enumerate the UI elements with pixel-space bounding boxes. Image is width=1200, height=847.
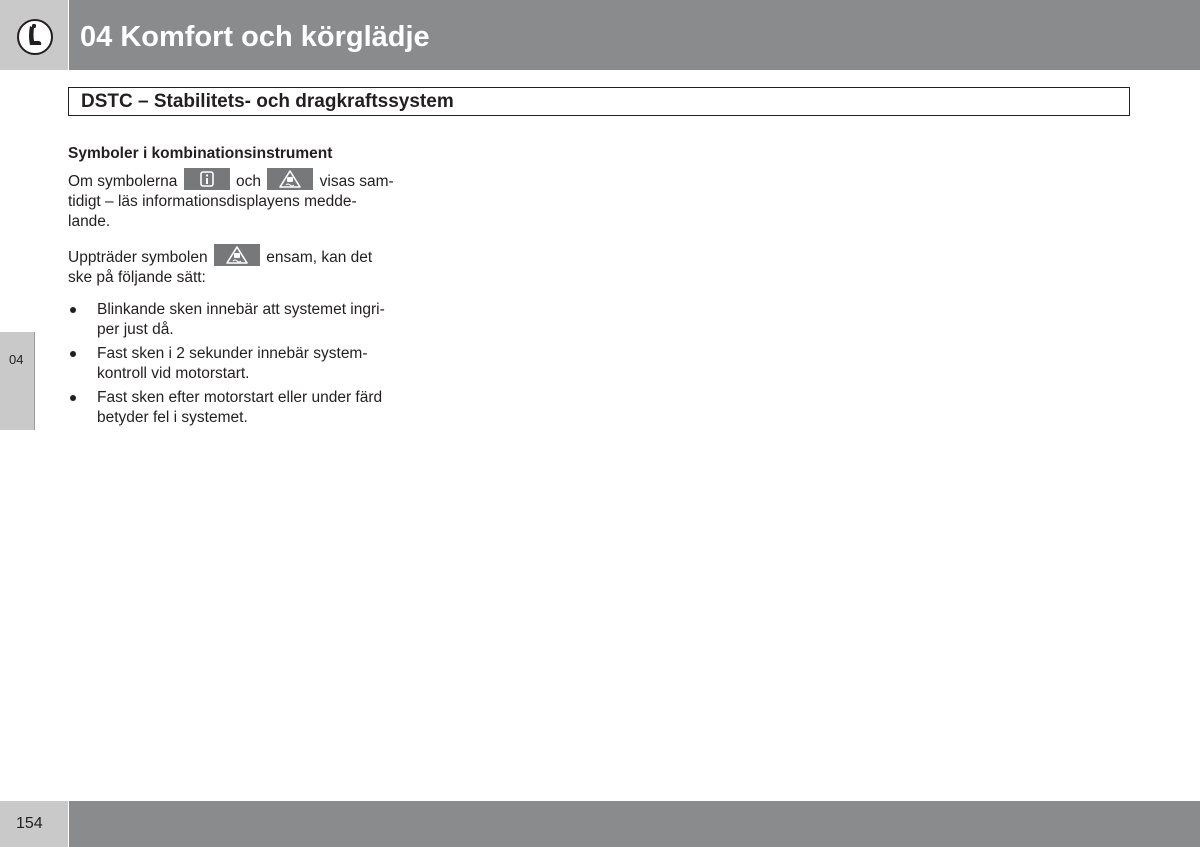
list-item: Fast sken efter motorstart eller under färd betyder fel i systemet. [68,388,408,428]
chapter-title: 04 Komfort och körglädje [80,21,430,53]
page-number-box [0,801,68,847]
section-title: DSTC – Stabilitets- och dragkraftssystem [81,91,454,112]
subheading: Symboler i kombinationsinstrument [68,145,333,162]
bullet-list [68,300,408,428]
dstc-skid-icon [267,168,313,190]
page-number: 154 [16,815,43,832]
warning-info-icon [184,168,230,190]
footer-bar [69,801,1200,847]
list-item: Blinkande sken innebär att systemet ingri- per just då. [68,300,408,340]
bullet-icon [70,395,76,401]
section-header [68,87,1130,116]
chapter-side-tab [0,332,35,430]
seat-icon [15,18,55,56]
side-tab-label: 04 [9,352,24,367]
bullet-icon [70,307,76,313]
bullet-icon [70,351,76,357]
dstc-skid-icon [214,244,260,266]
chapter-icon-box [0,0,68,70]
paragraph-single-symbol: Uppträder symbolen ensam, kan det ske på följande sätt: [68,244,408,288]
list-item: Fast sken i 2 sekunder innebär system- kontroll vid motorstart. [68,344,408,384]
paragraph-symbols: Om symbolerna och visas sam- tidigt – läs informationsdisplayens medde- lande. [68,168,408,232]
main-content [68,144,408,432]
